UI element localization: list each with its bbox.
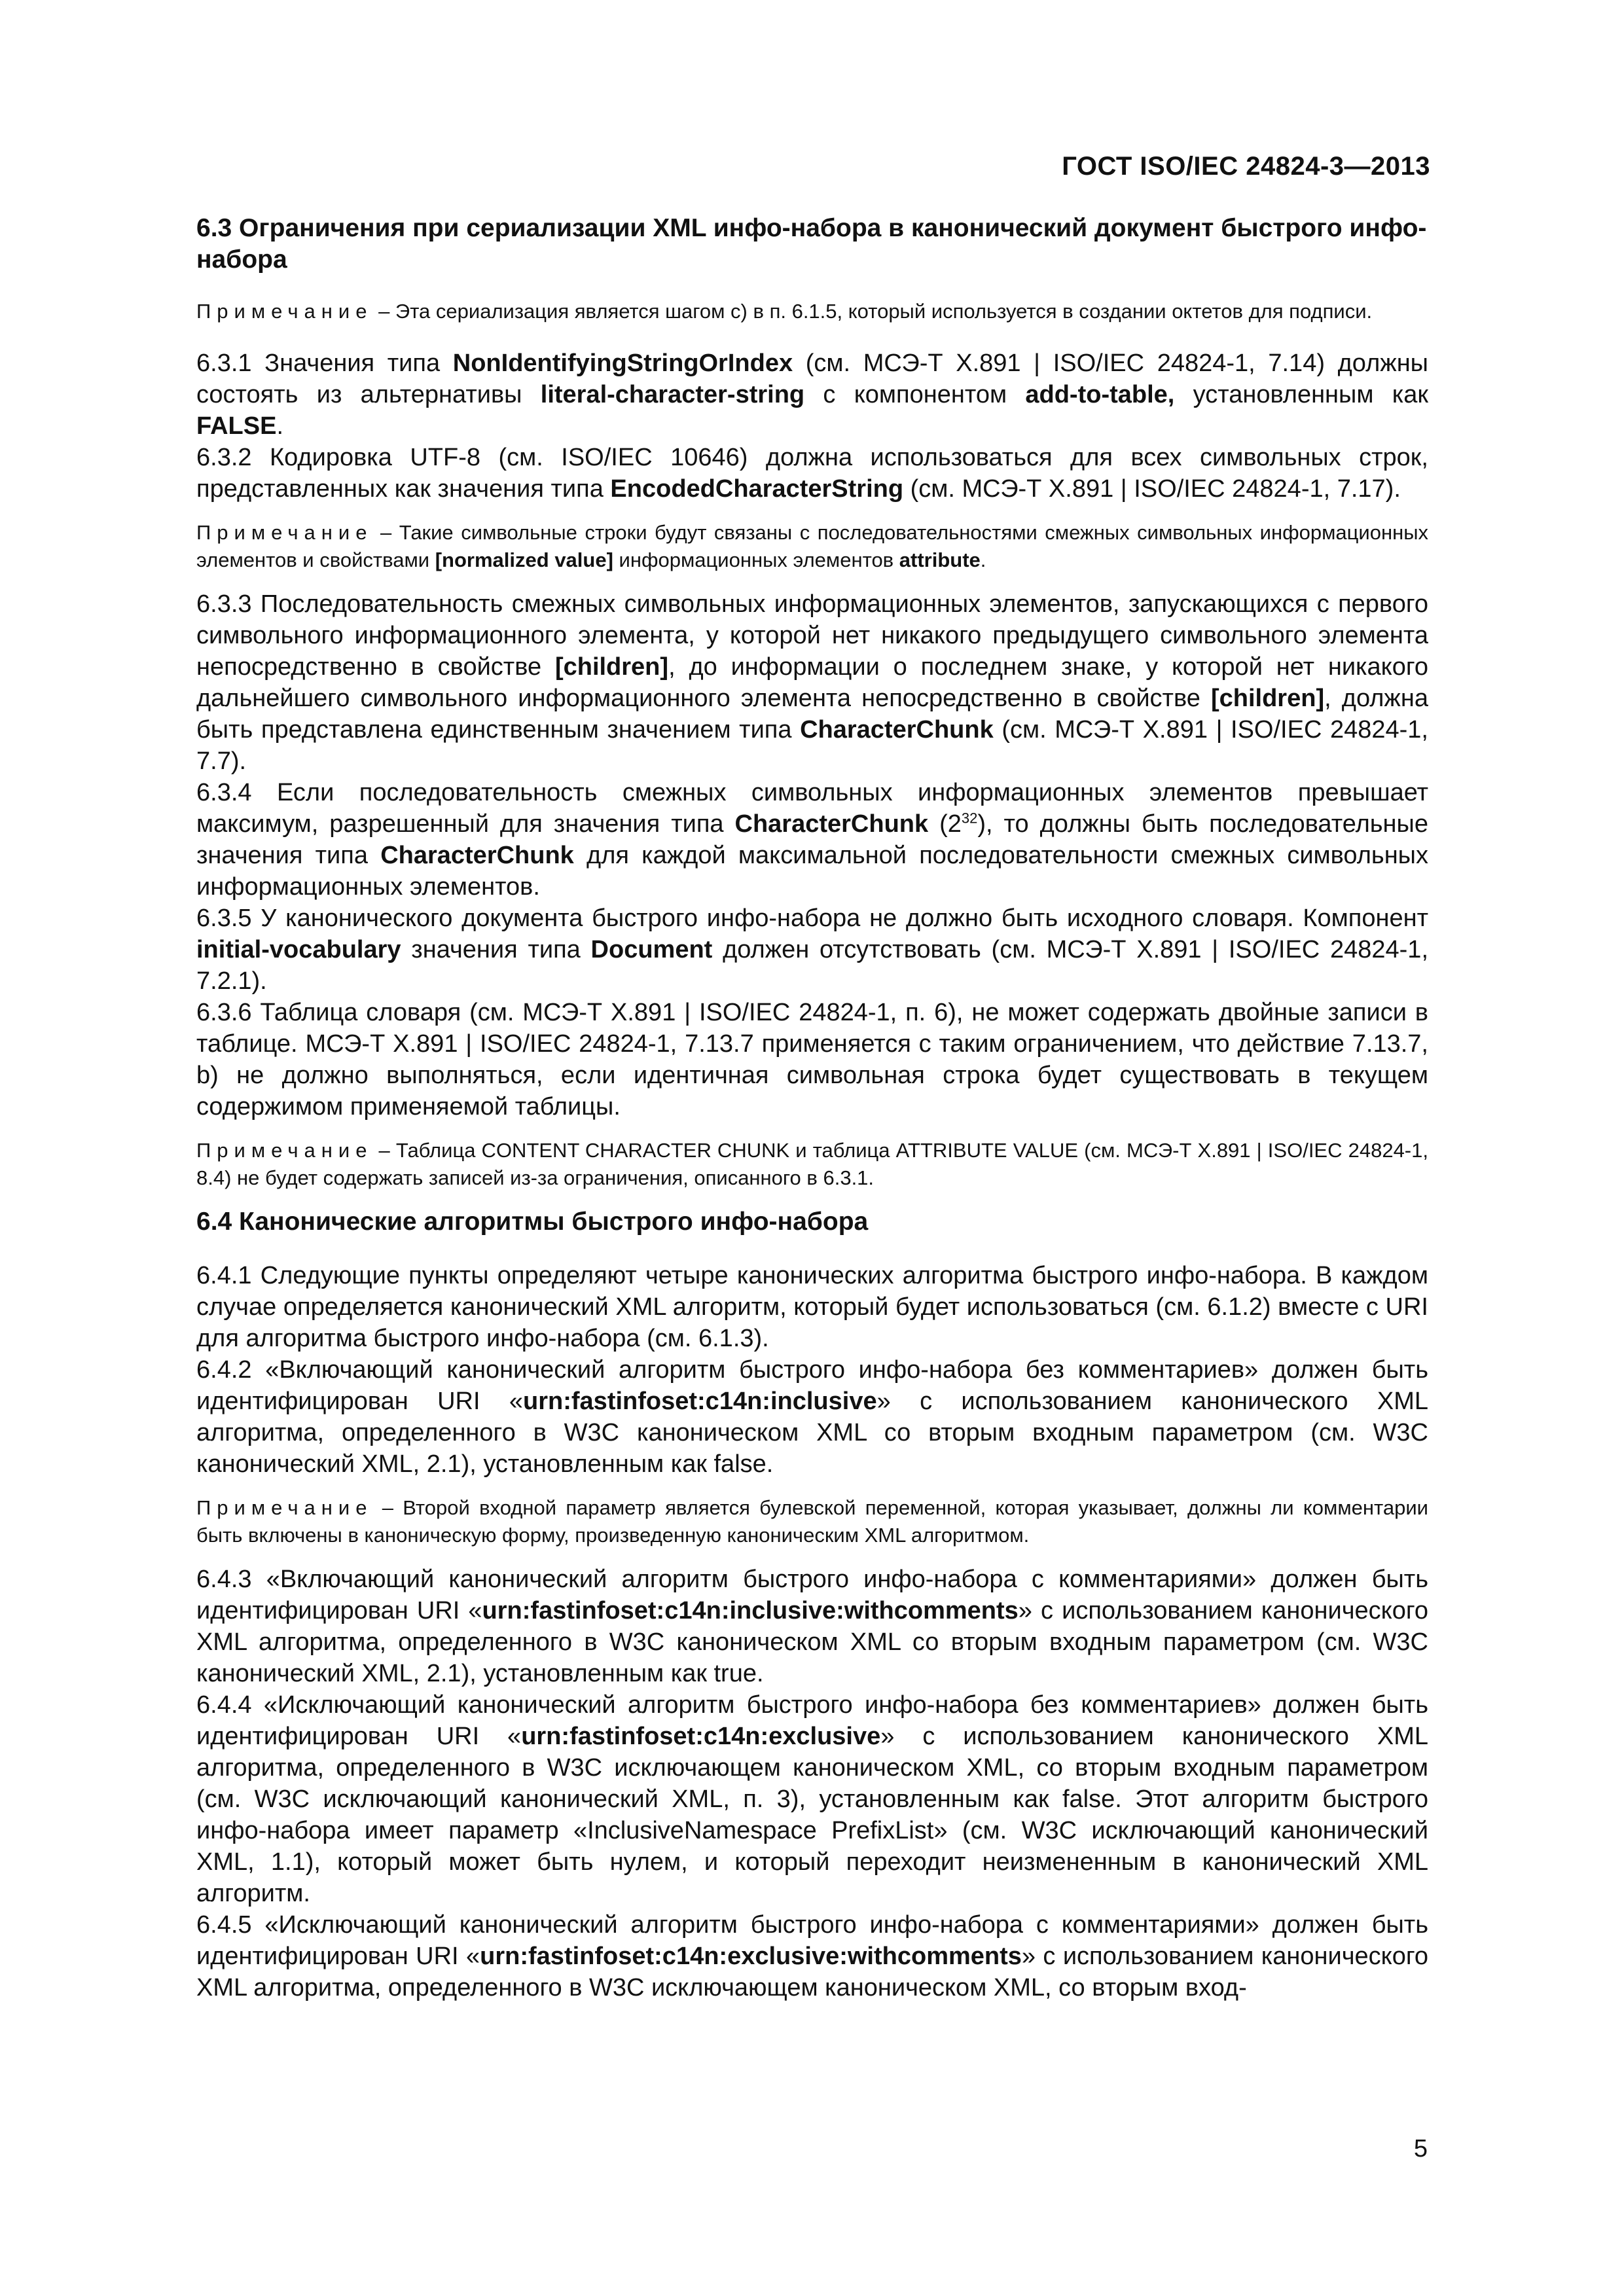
superscript-32: 32 [961,810,978,827]
page-content [196,213,1428,2003]
paragraph-6-4-4: 6.4.4 «Исключающий канонический алгоритм быстрого инфо-набора без комментариев» должен быть идентифицирован URI «urn:fastinfoset:c14n:exclusive» с использованием канонического XML алгоритма, определенного в W3C исключающем каноническом XML, со вторым входным параметром (см. W3C исключающий канонический XML, п. 3), установленным как false. Этот алгоритм быстрого инфо-набора имеет параметр «InclusiveNamespace PrefixList» (см. W3C исключающий канонический XML, 1.1), который может быть нулем, и который переходит неизмененным в канонический XML алгоритм. [196,1691,1428,1907]
note-label: Примечание [196,521,373,544]
note-6-3 [196,298,1428,325]
paragraph-6-4-2: 6.4.2 «Включающий канонический алгоритм быстрого инфо-набора без комментариев» должен быть идентифицирован URI «urn:fastinfoset:c14n:inclusive» с использованием канонического XML алгоритма, определенного в W3C каноническом XML со вторым входным параметром (см. W3C канонический XML, 2.1), установленным как false. [196,1356,1428,1478]
note-6-3-6: Примечание – Таблица CONTENT CHARACTER CHUNK и таблица ATTRIBUTE VALUE (см. МСЭ-Т X.891 | ISO/IEC 24824-1, 8.4) не будет содержать записей из-за ограничения, описанного в 6.3.1. [196,1139,1428,1189]
note-text: – Эта сериализация является шагом с) в п. 6.1.5, который используется в создании октетов для подписи. [378,300,1373,323]
note-label: Примечание [196,1496,373,1519]
paragraph-6-3-6: 6.3.6 Таблица словаря (см. МСЭ-Т X.891 | ISO/IEC 24824-1, п. 6), не может содержать двойные записи в таблице. МСЭ-Т X.891 | ISO/IEC 24824-1, 7.13.7 применяется с таким ограничением, что действие 7.13.7, b) не должно выполняться, если идентичная символьная строка будет существовать в текущем содержимом применяемой таблицы. [196,999,1428,1121]
section-6-4-title: 6.4 Канонические алгоритмы быстрого инфо-набора [196,1208,869,1236]
paragraph-6-4-1: 6.4.1 Следующие пункты определяют четыре канонических алгоритма быстрого инфо-набора. В каждом случае определяется канонический XML алгоритм, который будет использоваться (см. 6.1.2) вместе с URI для алгоритма быстрого инфо-набора (см. 6.1.3). [196,1262,1428,1352]
note-label: Примечание [196,300,373,323]
paragraph-6-3-5: 6.3.5 У канонического документа быстрого инфо-набора не должно быть исходного словаря. Компонент initial-vocabulary значения типа Document должен отсутствовать (см. МСЭ-Т X.891 | ISO/IEC 24824-1, 7.2.1). [196,905,1428,995]
standard-header: ГОСТ ISO/IEC 24824-3—2013 [1062,152,1430,181]
paragraph-6-3-4: 6.3.4 Если последовательность смежных символьных информационных элементов превышает максимум, разрешенный для значения типа CharacterChunk $(2^{32})$, то должны быть последовательные значения типа CharacterChunk для каждой максимальной последовательности смежных символьных информационных элементов. [196,779,1428,901]
paragraph-6-4-3: 6.4.3 «Включающий канонический алгоритм быстрого инфо-набора с комментариями» должен быть идентифицирован URI «urn:fastinfoset:c14n:inclusive:withcomments» с использованием канонического XML алгоритма, определенного в W3C каноническом XML со вторым входным параметром (см. W3C канонический XML, 2.1), установленным как true. [196,1566,1428,1687]
paragraph-6-4-5: 6.4.5 «Исключающий канонический алгоритм быстрого инфо-набора с комментариями» должен быть идентифицирован URI «urn:fastinfoset:c14n:exclusive:withcomments» с использованием канонического XML алгоритма, определенного в W3C исключающем каноническом XML, со вторым вход- [196,1911,1428,2001]
note-label: Примечание [196,1139,373,1162]
note-6-3-2: Примечание – Такие символьные строки будут связаны с последовательностями смежных символьных информационных элементов и свойствами [normalized value] информационных элементов attribute. [196,521,1428,571]
paragraph-6-3-2: 6.3.2 Кодировка UTF-8 (см. ISO/IEC 10646) должна использоваться для всех символьных строк, представленных как значения типа EncodedCharacterString (см. МСЭ-Т X.891 | ISO/IEC 24824-1, 7.17). [196,444,1428,503]
page-number: 5 [1413,2135,1428,2162]
section-6-3-title: 6.3 Ограничения при сериализации XML инфо-набора в канонический документ быстрого инфо-набора [196,214,1427,274]
paragraph-6-3-3: 6.3.3 Последовательность смежных символьных информационных элементов, запускающихся с первого символьного информационного элемента, у которой нет никакого предыдущего символьного элемента непосредственно в свойстве [children], до информации о последнем знаке, у которой нет никакого дальнейшего символьного информационного элемента непосредственно в свойстве [children], должна быть представлена единственным значением типа CharacterChunk (см. МСЭ-Т X.891 | ISO/IEC 24824-1, 7.7). [196,590,1428,775]
note-6-4-2: Примечание – Второй входной параметр является булевской переменной, которая указывает, должны ли комментарии быть включены в каноническую форму, произведенную каноническим XML алгоритмом. [196,1496,1428,1547]
paragraph-6-3-1: 6.3.1 Значения типа NonIdentifyingStringOrIndex (см. МСЭ-Т X.891 | ISO/IEC 24824-1, 7.14) должны состоять из альтернативы literal-character-string с компонентом add-to-table, установленным как FALSE. [196,350,1428,440]
